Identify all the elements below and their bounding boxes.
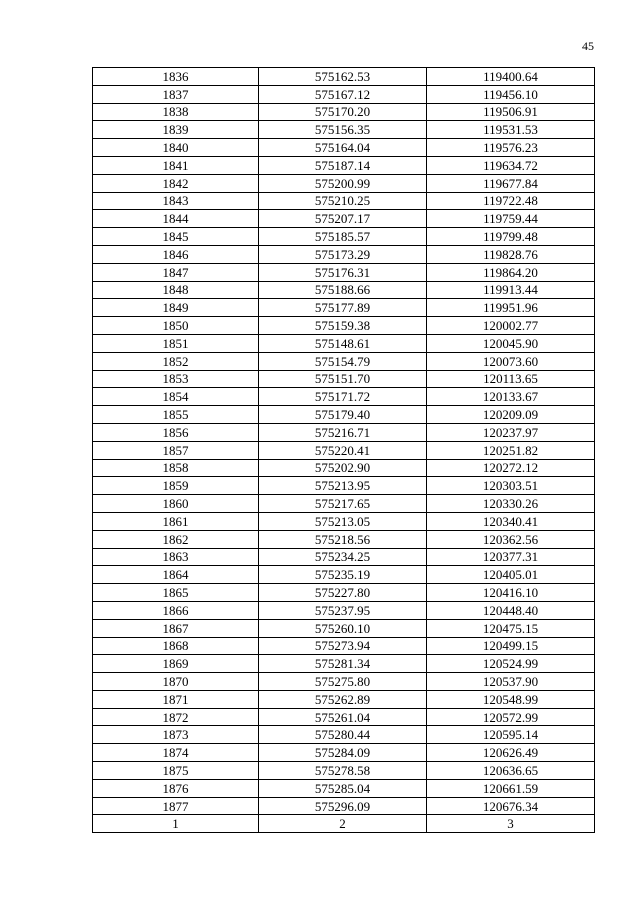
table-row [93, 174, 595, 192]
x-coordinate-cell: 575262.89 [259, 690, 427, 708]
x-coordinate-cell: 575234.25 [259, 548, 427, 566]
point-number-cell: 1864 [93, 566, 259, 584]
point-number-cell: 1849 [93, 299, 259, 317]
x-coordinate-cell: 575162.53 [259, 68, 427, 86]
y-coordinate-cell: 119634.72 [427, 156, 595, 174]
point-number-cell: 1857 [93, 441, 259, 459]
y-coordinate-cell: 119799.48 [427, 228, 595, 246]
point-number-cell: 1843 [93, 192, 259, 210]
point-number-cell: 1858 [93, 459, 259, 477]
table-row [93, 192, 595, 210]
y-coordinate-cell: 120330.26 [427, 495, 595, 513]
point-number-cell: 1870 [93, 673, 259, 691]
point-number-cell: 1862 [93, 530, 259, 548]
x-coordinate-cell: 575213.95 [259, 477, 427, 495]
x-coordinate-cell: 575164.04 [259, 139, 427, 157]
point-number-cell: 1865 [93, 584, 259, 602]
y-coordinate-cell: 120272.12 [427, 459, 595, 477]
x-coordinate-cell: 575273.94 [259, 637, 427, 655]
x-coordinate-cell: 575177.89 [259, 299, 427, 317]
point-number-cell: 1850 [93, 317, 259, 335]
y-coordinate-cell: 120045.90 [427, 334, 595, 352]
y-coordinate-cell: 119951.96 [427, 299, 595, 317]
y-coordinate-cell: 120595.14 [427, 726, 595, 744]
table-row [93, 210, 595, 228]
table-row [93, 459, 595, 477]
point-number-cell: 1868 [93, 637, 259, 655]
table-row [93, 797, 595, 815]
table-row [93, 299, 595, 317]
point-number-cell: 1840 [93, 139, 259, 157]
point-number-cell: 1873 [93, 726, 259, 744]
point-number-cell: 1852 [93, 352, 259, 370]
coordinates-table-body [93, 68, 595, 833]
point-number-cell: 1853 [93, 370, 259, 388]
point-number-cell: 1876 [93, 779, 259, 797]
table-row [93, 334, 595, 352]
y-coordinate-cell: 120626.49 [427, 744, 595, 762]
point-number-cell: 1838 [93, 103, 259, 121]
x-coordinate-cell: 575171.72 [259, 388, 427, 406]
point-number-cell: 1872 [93, 708, 259, 726]
y-coordinate-cell: 120537.90 [427, 673, 595, 691]
y-coordinate-cell: 120209.09 [427, 406, 595, 424]
y-coordinate-cell: 119722.48 [427, 192, 595, 210]
y-coordinate-cell: 120524.99 [427, 655, 595, 673]
table-row [93, 690, 595, 708]
x-coordinate-cell: 575281.34 [259, 655, 427, 673]
table-row [93, 139, 595, 157]
point-number-cell: 1860 [93, 495, 259, 513]
y-coordinate-cell: 120661.59 [427, 779, 595, 797]
table-row [93, 512, 595, 530]
column-number-cell: 2 [259, 815, 427, 833]
table-row [93, 441, 595, 459]
x-coordinate-cell: 575185.57 [259, 228, 427, 246]
table-row [93, 406, 595, 424]
x-coordinate-cell: 575156.35 [259, 121, 427, 139]
point-number-cell: 1851 [93, 334, 259, 352]
x-coordinate-cell: 575285.04 [259, 779, 427, 797]
page-number: 45 [582, 39, 594, 53]
x-coordinate-cell: 575278.58 [259, 762, 427, 780]
y-coordinate-cell: 120340.41 [427, 512, 595, 530]
x-coordinate-cell: 575218.56 [259, 530, 427, 548]
y-coordinate-cell: 120636.65 [427, 762, 595, 780]
point-number-cell: 1854 [93, 388, 259, 406]
x-coordinate-cell: 575173.29 [259, 245, 427, 263]
table-row [93, 601, 595, 619]
y-coordinate-cell: 119828.76 [427, 245, 595, 263]
y-coordinate-cell: 120303.51 [427, 477, 595, 495]
x-coordinate-cell: 575159.38 [259, 317, 427, 335]
point-number-cell: 1836 [93, 68, 259, 86]
point-number-cell: 1861 [93, 512, 259, 530]
table-row [93, 673, 595, 691]
point-number-cell: 1855 [93, 406, 259, 424]
x-coordinate-cell: 575148.61 [259, 334, 427, 352]
y-coordinate-cell: 120113.65 [427, 370, 595, 388]
y-coordinate-cell: 119400.64 [427, 68, 595, 86]
table-row [93, 68, 595, 86]
x-coordinate-cell: 575227.80 [259, 584, 427, 602]
y-coordinate-cell: 120405.01 [427, 566, 595, 584]
point-number-cell: 1877 [93, 797, 259, 815]
point-number-cell: 1856 [93, 423, 259, 441]
point-number-cell: 1845 [93, 228, 259, 246]
point-number-cell: 1842 [93, 174, 259, 192]
x-coordinate-cell: 575216.71 [259, 423, 427, 441]
table-row [93, 156, 595, 174]
y-coordinate-cell: 120073.60 [427, 352, 595, 370]
x-coordinate-cell: 575187.14 [259, 156, 427, 174]
table-row [93, 762, 595, 780]
point-number-cell: 1841 [93, 156, 259, 174]
y-coordinate-cell: 120416.10 [427, 584, 595, 602]
y-coordinate-cell: 119456.10 [427, 85, 595, 103]
table-row [93, 388, 595, 406]
point-number-cell: 1874 [93, 744, 259, 762]
x-coordinate-cell: 575284.09 [259, 744, 427, 762]
x-coordinate-cell: 575202.90 [259, 459, 427, 477]
x-coordinate-cell: 575151.70 [259, 370, 427, 388]
x-coordinate-cell: 575275.80 [259, 673, 427, 691]
y-coordinate-cell: 120676.34 [427, 797, 595, 815]
x-coordinate-cell: 575220.41 [259, 441, 427, 459]
y-coordinate-cell: 119506.91 [427, 103, 595, 121]
y-coordinate-cell: 120475.15 [427, 619, 595, 637]
point-number-cell: 1871 [93, 690, 259, 708]
x-coordinate-cell: 575261.04 [259, 708, 427, 726]
table-row [93, 566, 595, 584]
point-number-cell: 1867 [93, 619, 259, 637]
coordinates-table [92, 67, 595, 833]
x-coordinate-cell: 575200.99 [259, 174, 427, 192]
point-number-cell: 1847 [93, 263, 259, 281]
table-row [93, 619, 595, 637]
y-coordinate-cell: 120377.31 [427, 548, 595, 566]
table-row [93, 245, 595, 263]
column-number-row [93, 815, 595, 833]
x-coordinate-cell: 575188.66 [259, 281, 427, 299]
y-coordinate-cell: 119531.53 [427, 121, 595, 139]
x-coordinate-cell: 575237.95 [259, 601, 427, 619]
x-coordinate-cell: 575280.44 [259, 726, 427, 744]
point-number-cell: 1875 [93, 762, 259, 780]
table-row [93, 103, 595, 121]
x-coordinate-cell: 575207.17 [259, 210, 427, 228]
column-number-cell: 1 [93, 815, 259, 833]
point-number-cell: 1844 [93, 210, 259, 228]
point-number-cell: 1846 [93, 245, 259, 263]
table-row [93, 317, 595, 335]
table-row [93, 423, 595, 441]
table-row [93, 263, 595, 281]
table-row [93, 708, 595, 726]
table-row [93, 370, 595, 388]
point-number-cell: 1859 [93, 477, 259, 495]
point-number-cell: 1866 [93, 601, 259, 619]
y-coordinate-cell: 119759.44 [427, 210, 595, 228]
table-row [93, 726, 595, 744]
y-coordinate-cell: 120572.99 [427, 708, 595, 726]
x-coordinate-cell: 575167.12 [259, 85, 427, 103]
x-coordinate-cell: 575154.79 [259, 352, 427, 370]
y-coordinate-cell: 120448.40 [427, 601, 595, 619]
x-coordinate-cell: 575260.10 [259, 619, 427, 637]
x-coordinate-cell: 575213.05 [259, 512, 427, 530]
x-coordinate-cell: 575217.65 [259, 495, 427, 513]
y-coordinate-cell: 120002.77 [427, 317, 595, 335]
table-row [93, 548, 595, 566]
table-row [93, 352, 595, 370]
x-coordinate-cell: 575235.19 [259, 566, 427, 584]
table-row [93, 744, 595, 762]
x-coordinate-cell: 575210.25 [259, 192, 427, 210]
x-coordinate-cell: 575170.20 [259, 103, 427, 121]
point-number-cell: 1839 [93, 121, 259, 139]
table-row [93, 477, 595, 495]
y-coordinate-cell: 119576.23 [427, 139, 595, 157]
column-number-cell: 3 [427, 815, 595, 833]
x-coordinate-cell: 575176.31 [259, 263, 427, 281]
y-coordinate-cell: 120548.99 [427, 690, 595, 708]
point-number-cell: 1863 [93, 548, 259, 566]
table-row [93, 495, 595, 513]
table-row [93, 779, 595, 797]
y-coordinate-cell: 120237.97 [427, 423, 595, 441]
y-coordinate-cell: 119864.20 [427, 263, 595, 281]
x-coordinate-cell: 575296.09 [259, 797, 427, 815]
table-row [93, 228, 595, 246]
table-row [93, 530, 595, 548]
point-number-cell: 1837 [93, 85, 259, 103]
y-coordinate-cell: 120251.82 [427, 441, 595, 459]
point-number-cell: 1869 [93, 655, 259, 673]
y-coordinate-cell: 120499.15 [427, 637, 595, 655]
y-coordinate-cell: 120362.56 [427, 530, 595, 548]
table-row [93, 655, 595, 673]
table-row [93, 584, 595, 602]
y-coordinate-cell: 119677.84 [427, 174, 595, 192]
point-number-cell: 1848 [93, 281, 259, 299]
table-row [93, 121, 595, 139]
y-coordinate-cell: 119913.44 [427, 281, 595, 299]
table-row [93, 85, 595, 103]
y-coordinate-cell: 120133.67 [427, 388, 595, 406]
x-coordinate-cell: 575179.40 [259, 406, 427, 424]
table-row [93, 637, 595, 655]
table-row [93, 281, 595, 299]
